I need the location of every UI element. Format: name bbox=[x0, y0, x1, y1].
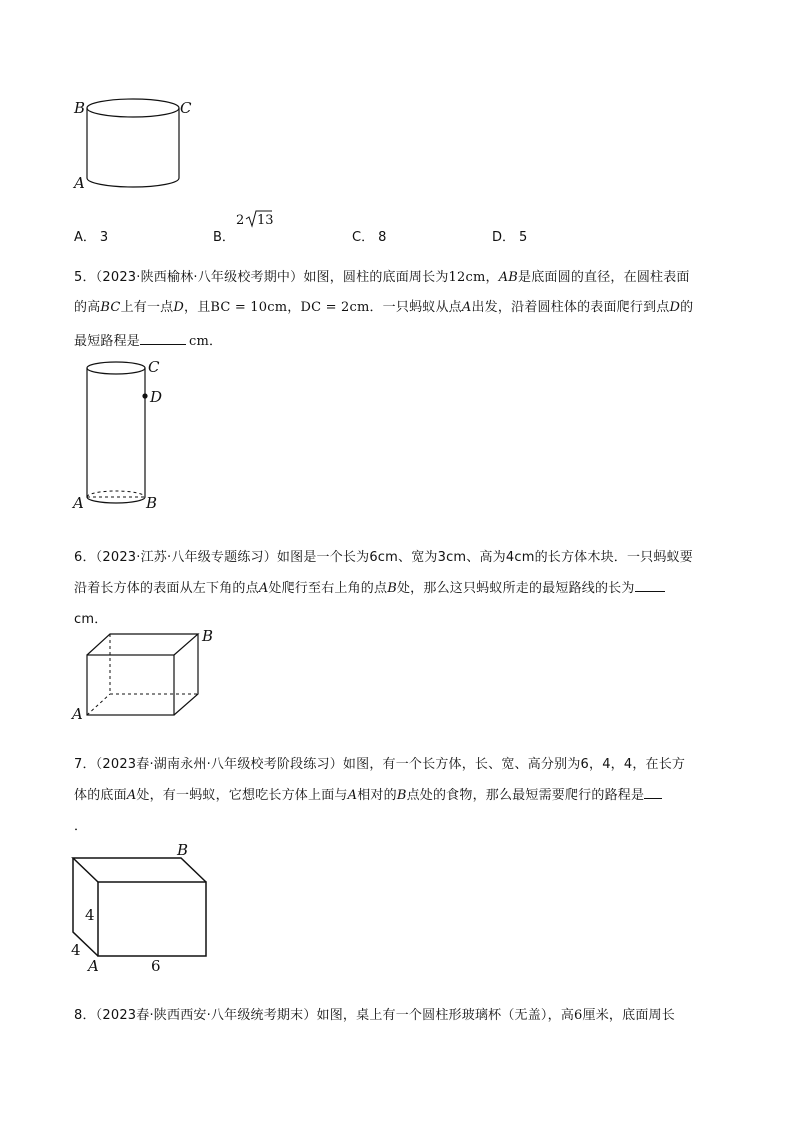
text: 相对的 bbox=[357, 788, 397, 803]
math: A bbox=[126, 788, 137, 803]
option-letter: A． bbox=[74, 230, 96, 245]
text: 的高 bbox=[74, 300, 101, 315]
text: 上有一点 bbox=[120, 300, 174, 315]
label-C: C bbox=[180, 99, 192, 117]
label-B: B bbox=[146, 494, 158, 512]
label-width: 4 bbox=[71, 941, 81, 959]
box-front-face bbox=[98, 882, 206, 956]
q8-line-1 bbox=[74, 1004, 675, 1023]
question-number: 7． bbox=[74, 757, 96, 772]
text: 厘米，底面周长 bbox=[582, 1008, 675, 1023]
question-number: 5． bbox=[74, 270, 96, 285]
label-A: A bbox=[73, 494, 84, 512]
math: A bbox=[258, 581, 269, 596]
math: 12cm bbox=[448, 270, 486, 285]
text: ， bbox=[485, 270, 499, 285]
text: 的 bbox=[680, 300, 694, 315]
text: 最短路程是 bbox=[74, 334, 141, 349]
text: 处，有一蚂蚁，它想吃长方体上面与 bbox=[136, 788, 348, 803]
text: 处，那么这只蚂蚁所走的最短路线的长为 bbox=[396, 581, 635, 596]
math: BC = 10cm bbox=[210, 300, 288, 315]
label-D: D bbox=[150, 388, 163, 406]
math: 6 bbox=[574, 1008, 583, 1023]
label-C: C bbox=[148, 358, 160, 376]
math: B bbox=[396, 788, 407, 803]
option-value: 5 bbox=[519, 230, 528, 245]
text: ，且 bbox=[184, 300, 211, 315]
math: A bbox=[347, 788, 358, 803]
text: 出发，沿着圆柱体的表面爬行到点 bbox=[471, 300, 670, 315]
text: 如图，桌上有一个圆柱形玻璃杯（无盖），高 bbox=[316, 1008, 575, 1023]
option-letter: B． bbox=[213, 230, 235, 245]
text: 如图是一个长为6cm、宽为3cm、高为4cm的长方体木块．一只蚂蚁要 bbox=[276, 550, 693, 565]
option-letter: C． bbox=[352, 230, 375, 245]
option-value: 3 bbox=[99, 230, 109, 245]
text: 点处的食物，那么最短需要爬行的路程是 bbox=[406, 788, 645, 803]
svg-text:2: 2 bbox=[236, 213, 245, 228]
label-A: A bbox=[88, 957, 99, 975]
text: ． bbox=[74, 819, 88, 834]
label-length: 6 bbox=[151, 957, 161, 975]
math: D bbox=[173, 300, 184, 315]
text: 如图，有一个长方体，长、宽、高分别为6，4，4，在长方 bbox=[342, 757, 686, 772]
label-A: A bbox=[74, 174, 85, 192]
option-letter: D． bbox=[492, 230, 516, 245]
label-B: B bbox=[177, 841, 189, 859]
question-source: （2023·江苏·八年级专题练习） bbox=[95, 550, 277, 565]
text: ． bbox=[209, 334, 223, 349]
question-number: 6． bbox=[74, 550, 96, 565]
math: A bbox=[461, 300, 472, 315]
label-B: B bbox=[202, 627, 214, 645]
text: 体的底面 bbox=[74, 788, 127, 803]
box-top-face bbox=[73, 858, 206, 882]
text: cm． bbox=[74, 612, 108, 627]
math: cm bbox=[189, 334, 210, 349]
question-source: （2023春·陕西西安·八年级统考期末） bbox=[95, 1008, 317, 1023]
math: AB bbox=[498, 270, 519, 285]
math: B bbox=[387, 581, 397, 596]
text: 处爬行至右上角的点 bbox=[268, 581, 388, 596]
math: BC bbox=[100, 300, 121, 315]
math: D bbox=[669, 300, 681, 315]
option-value: 8 bbox=[378, 230, 387, 245]
label-B: B bbox=[74, 99, 86, 117]
label-A: A bbox=[72, 705, 83, 723]
text: 如图，圆柱的底面周长为 bbox=[303, 270, 449, 285]
question-source: （2023·陕西榆林·八年级校考期中） bbox=[95, 270, 304, 285]
question-number: 8． bbox=[74, 1008, 96, 1023]
text: 沿着长方体的表面从左下角的点 bbox=[74, 581, 259, 596]
text: 是底面圆的直径，在圆柱表面 bbox=[518, 270, 690, 285]
question-source: （2023春·湖南永州·八年级校考阶段练习） bbox=[95, 757, 343, 772]
svg-text:13: 13 bbox=[257, 213, 274, 228]
text: ， bbox=[287, 300, 301, 315]
text: ．一只蚂蚁从点 bbox=[369, 300, 462, 315]
label-height: 4 bbox=[85, 906, 95, 924]
math: DC = 2cm bbox=[300, 300, 370, 315]
